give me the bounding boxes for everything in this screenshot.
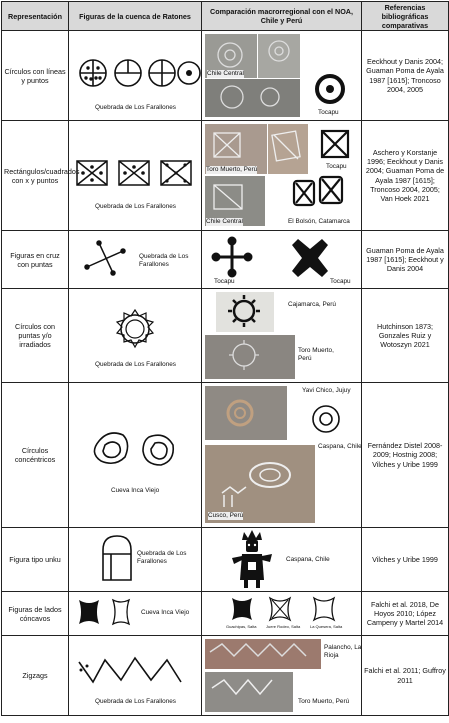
- photo-caption: La Quesera, Salta: [310, 624, 343, 629]
- figure-cell: [69, 31, 202, 121]
- references-cell: Vilches y Uribe 1999: [362, 528, 449, 592]
- photo-caption: Caspana, Chile: [286, 556, 330, 563]
- table-row: [2, 231, 449, 289]
- header-figuras: Figuras de la cuenca de Ratones: [69, 2, 202, 31]
- table-row: [2, 31, 449, 121]
- figure-cell: [69, 383, 202, 528]
- photo-caption: Chile Central: [207, 70, 244, 77]
- row-label: Figuras de lados cóncavos: [2, 592, 69, 636]
- comparison-cell: [202, 231, 362, 289]
- row-label: Círculos con puntas y/o irradiados: [2, 289, 69, 383]
- table-row: [2, 528, 449, 592]
- comparison-cell: [202, 289, 362, 383]
- sun-petroglyph-icon: [202, 289, 362, 382]
- figure-caption: Quebrada de Los Farallones: [137, 550, 187, 565]
- photo-caption: Cajamarca, Perú: [288, 301, 336, 308]
- row-label: Zigzags: [2, 636, 69, 716]
- row-label: Círculos concéntricos: [2, 383, 69, 528]
- photo-caption: Palancho, La Rioja: [324, 644, 362, 659]
- comparison-cell: [202, 31, 362, 121]
- references-cell: Falchi et al. 2018, De Hoyos 2010; López Campeny y Martel 2014: [362, 592, 449, 636]
- header-representacion: Representación: [2, 2, 69, 31]
- references-cell: Fernández Distel 2008-2009; Hostnig 2008; Vilches y Uribe 1999: [362, 383, 449, 528]
- figure-caption: Quebrada de Los Farallones: [95, 361, 177, 368]
- comparison-cell: [202, 528, 362, 592]
- references-cell: Eeckhout y Danis 2004; Guaman Poma de Ayala 1987 [1615]; Troncoso 2004, 2005: [362, 31, 449, 121]
- photo-caption: Tocapu: [318, 109, 339, 116]
- comparison-cell: [202, 636, 362, 716]
- figure-cell: [69, 592, 202, 636]
- photo-caption: Guachipas, Salta: [226, 624, 257, 629]
- table-row: [2, 121, 449, 231]
- concentric-petroglyph-icon: [202, 383, 362, 527]
- photo-caption: Tocapu: [326, 163, 347, 170]
- concentric-circles-figures: [69, 383, 201, 527]
- photo-caption: Tocapu: [330, 278, 351, 285]
- figure-caption: Cueva Inca Viejo: [111, 487, 160, 494]
- photo-caption: Toro Muerto, Perú: [298, 347, 334, 362]
- comparison-table: [1, 1, 449, 716]
- figure-caption: Quebrada de Los Farallones: [95, 104, 177, 111]
- comparison-cell: [202, 383, 362, 528]
- references-cell: Aschero y Korstanje 1996; Eeckhout y Danis 2004; Guaman Poma de Ayala 1987 [1615]; Troncoso 2004, 2005; Van Hoek 2021: [362, 121, 449, 231]
- photo-caption: Chile Central: [206, 218, 243, 225]
- table-row: [2, 383, 449, 528]
- figure-cell: [69, 289, 202, 383]
- comparison-cell: [202, 121, 362, 231]
- figure-caption: Quebrada de Los Farallones: [95, 203, 177, 210]
- header-referencias: Referencias bibliográficas comparativas: [362, 2, 449, 31]
- row-label: Figura tipo unku: [2, 528, 69, 592]
- table-row: [2, 636, 449, 716]
- photo-caption: Juere Rodeo, Salta: [266, 624, 301, 629]
- references-cell: Hutchinson 1873; Gonzales Ruiz y Wotoszyn 2021: [362, 289, 449, 383]
- photo-caption: Yavi Chico, Jujuy: [302, 387, 351, 394]
- photo-caption: Cusco, Perú: [208, 512, 244, 519]
- photo-caption: Toro Muerto, Perú: [206, 166, 258, 173]
- header-comparacion: Comparación macrorregional con el NOA, Chile y Perú: [202, 2, 362, 31]
- photo-caption: Caspana, Chile: [318, 443, 362, 450]
- table-row: [2, 592, 449, 636]
- figure-caption: Quebrada de Los Farallones: [139, 253, 189, 268]
- figure-cell: [69, 121, 202, 231]
- row-label: Figuras en cruz con puntas: [2, 231, 69, 289]
- figure-cell: [69, 528, 202, 592]
- references-cell: Guaman Poma de Ayala 1987 [1615]; Eeckhout y Danis 2004: [362, 231, 449, 289]
- petroglyph-squares-icon: [202, 121, 362, 230]
- figure-cell: [69, 231, 202, 289]
- figure-cell: [69, 636, 202, 716]
- table-row: [2, 289, 449, 383]
- photo-caption: El Bolsón, Catamarca: [288, 218, 350, 225]
- cross-with-points-figure: [79, 231, 139, 288]
- comparison-cell: [202, 592, 362, 636]
- anthropomorph-unku-icon: [202, 528, 362, 591]
- photo-caption: Tocapu: [214, 278, 235, 285]
- references-cell: Falchi et al. 2011; Guffroy 2011: [362, 636, 449, 716]
- figure-caption: Cueva Inca Viejo: [141, 609, 190, 616]
- concave-sided-figures: [69, 592, 139, 635]
- row-label: Círculos con líneas y puntos: [2, 31, 69, 121]
- figure-caption: Quebrada de Los Farallones: [95, 698, 177, 705]
- rectangles-x-dots-figures: [69, 121, 201, 230]
- row-label: Rectángulos/cuadrados con x y puntos: [2, 121, 69, 231]
- photo-caption: Toro Muerto, Perú: [298, 698, 350, 705]
- header-row: [2, 2, 449, 31]
